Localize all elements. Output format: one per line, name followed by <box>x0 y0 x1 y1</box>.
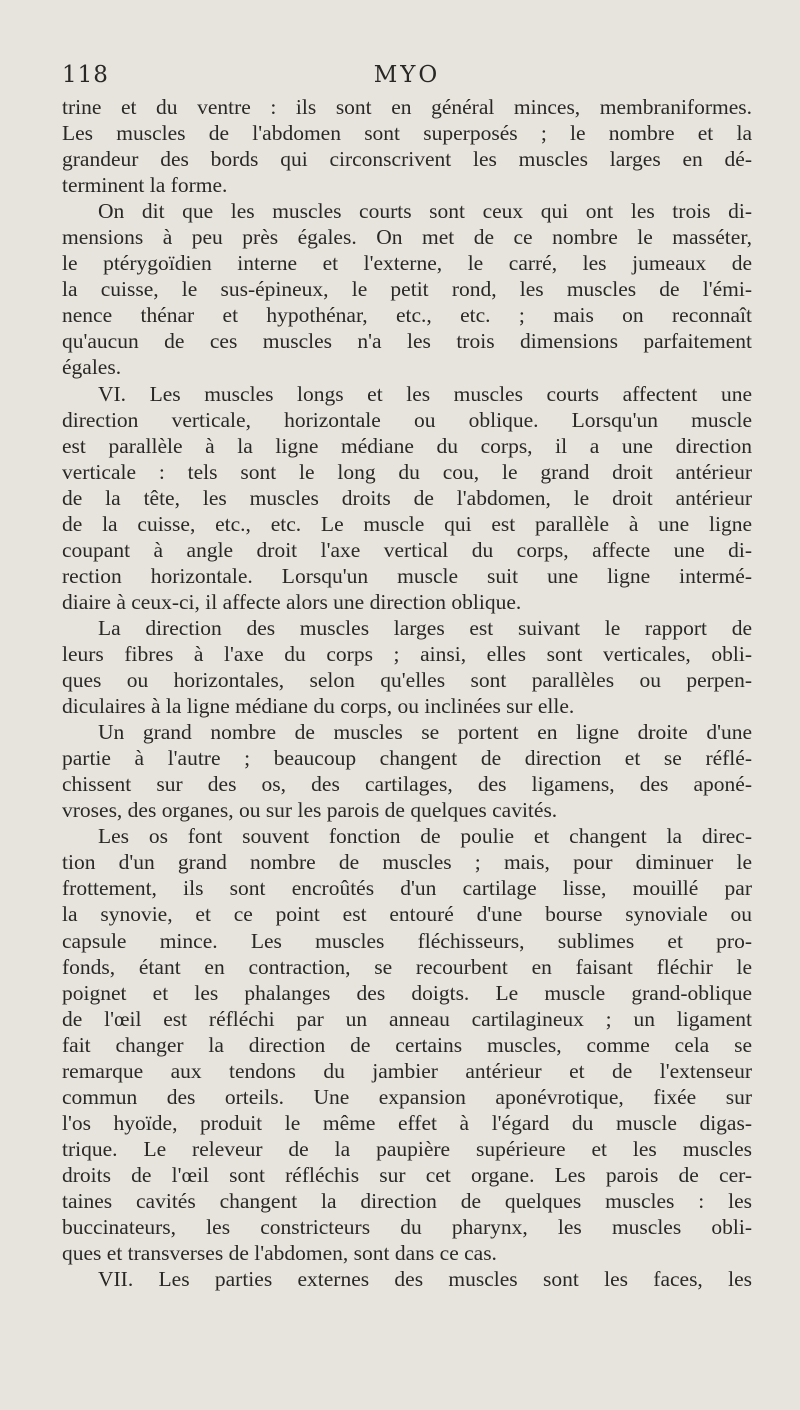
text-line: La direction des muscles larges est suivant le rapport de <box>98 615 752 640</box>
text-line: grandeur des bords qui circonscrivent les muscles larges en dé- <box>62 147 752 172</box>
text-line: ques ou horizontales, selon qu'elles sont parallèles ou perpen- <box>62 668 752 693</box>
text-line: mensions à peu près égales. On met de ce nombre le masséter, <box>62 225 752 250</box>
text-line: frottement, ils sont encroûtés d'un cartilage lisse, mouillé par <box>62 876 752 901</box>
text-line: buccinateurs, les constricteurs du pharynx, les muscles obli- <box>62 1215 752 1240</box>
text-line: vroses, des organes, ou sur les parois de quelques cavités. <box>62 798 558 823</box>
text-line: nence thénar et hypothénar, etc., etc. ; mais on reconnaît <box>62 303 752 328</box>
text-line: taines cavités changent la direction de quelques muscles : les <box>62 1188 752 1213</box>
text-line: le ptérygoïdien interne et l'externe, le carré, les jumeaux de <box>62 251 752 276</box>
page-number: 118 <box>62 62 109 88</box>
text-line: Les os font souvent fonction de poulie et changent la direc- <box>98 824 752 849</box>
text-line: diaire à ceux-ci, il affecte alors une direction oblique. <box>62 589 522 614</box>
text-line: VII. Les parties externes des muscles sont les faces, les <box>98 1267 752 1292</box>
text-line: poignet et les phalanges des doigts. Le muscle grand-oblique <box>62 980 752 1005</box>
text-line: diculaires à la ligne médiane du corps, ou inclinées sur elle. <box>62 694 575 719</box>
text-line: qu'aucun de ces muscles n'a les trois dimensions parfaitement <box>62 329 752 354</box>
text-line: capsule mince. Les muscles fléchisseurs, sublimes et pro- <box>62 928 752 953</box>
text-line: direction verticale, horizontale ou oblique. Lorsqu'un muscle <box>62 407 752 432</box>
text-line: l'os hyoïde, produit le même effet à l'égard du muscle digas- <box>62 1110 752 1135</box>
text-line: leurs fibres à l'axe du corps ; ainsi, elles sont verticales, obli- <box>62 641 752 666</box>
body-text <box>62 94 752 1292</box>
text-line: terminent la forme. <box>62 173 228 198</box>
text-line: rection horizontale. Lorsqu'un muscle suit une ligne intermé- <box>62 563 752 588</box>
text-line: chissent sur des os, des cartilages, des ligamens, des aponé- <box>62 772 752 797</box>
text-line: remarque aux tendons du jambier antérieur et de l'extenseur <box>62 1058 752 1083</box>
text-line: droits de l'œil sont réfléchis sur cet organe. Les parois de cer- <box>62 1162 752 1187</box>
text-line: de l'œil est réfléchi par un anneau cartilagineux ; un ligament <box>62 1006 752 1031</box>
text-line: On dit que les muscles courts sont ceux qui ont les trois di- <box>98 199 752 224</box>
text-line: verticale : tels sont le long du cou, le grand droit antérieur <box>62 459 752 484</box>
page-header <box>62 62 752 94</box>
text-line: trique. Le releveur de la paupière supérieure et les muscles <box>62 1136 752 1161</box>
text-line: Un grand nombre de muscles se portent en ligne droite d'une <box>98 720 752 745</box>
text-line: est parallèle à la ligne médiane du corps, il a une direction <box>62 433 752 458</box>
text-line: coupant à angle droit l'axe vertical du corps, affecte une di- <box>62 537 752 562</box>
text-line: de la tête, les muscles droits de l'abdomen, le droit antérieur <box>62 485 752 510</box>
text-line: fait changer la direction de certains muscles, comme cela se <box>62 1032 752 1057</box>
text-line: fonds, étant en contraction, se recourbent en faisant fléchir le <box>62 954 752 979</box>
running-head: MYO <box>373 62 441 88</box>
text-line: ques et transverses de l'abdomen, sont dans ce cas. <box>62 1241 497 1266</box>
text-line: Les muscles de l'abdomen sont superposés ; le nombre et la <box>62 121 752 146</box>
text-line: la synovie, et ce point est entouré d'une bourse synoviale ou <box>62 902 752 927</box>
text-line: égales. <box>62 355 122 380</box>
text-line: partie à l'autre ; beaucoup changent de direction et se réflé- <box>62 746 752 771</box>
text-line: trine et du ventre : ils sont en général minces, membraniformes. <box>62 95 752 119</box>
text-line: la cuisse, le sus-épineux, le petit rond, les muscles de l'émi- <box>62 277 752 302</box>
text-line: VI. Les muscles longs et les muscles courts affectent une <box>98 381 752 406</box>
text-line: tion d'un grand nombre de muscles ; mais, pour diminuer le <box>62 850 752 875</box>
text-line: de la cuisse, etc., etc. Le muscle qui est parallèle à une ligne <box>62 511 752 536</box>
text-line: commun des orteils. Une expansion aponévrotique, fixée sur <box>62 1084 752 1109</box>
